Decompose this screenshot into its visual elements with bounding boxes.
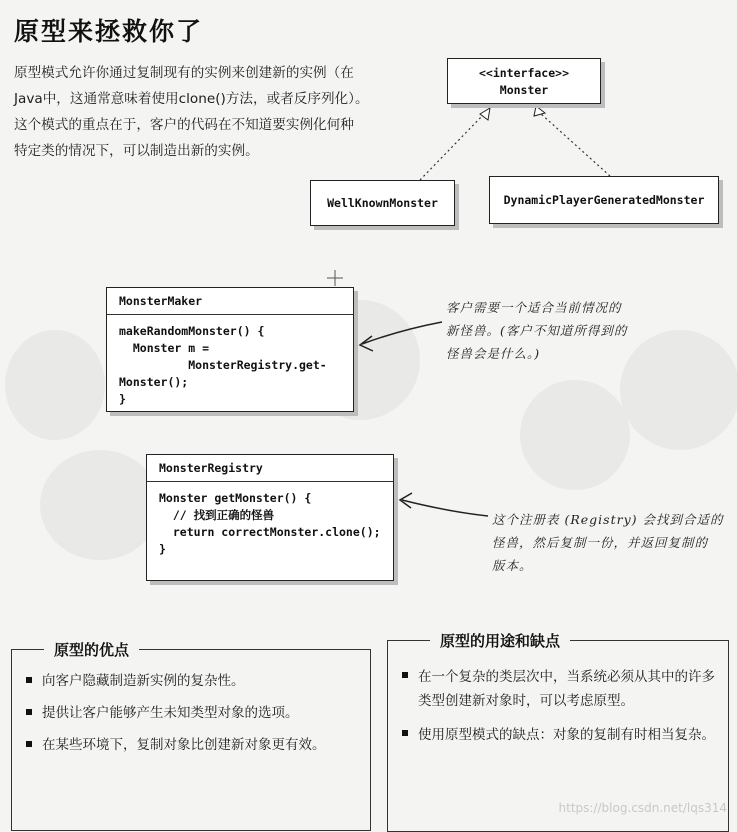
benefits-panel bbox=[11, 641, 371, 831]
benefits-list bbox=[20, 670, 360, 766]
intro-line: Java中，这通常意味着使用clone()方法，或者反序列化）。 bbox=[14, 91, 369, 107]
note-line: 新怪兽。(客户不知道所得到的 bbox=[446, 323, 628, 338]
list-item: 在一个复杂的类层次中，当系统必须从其中的许多类型创建新对象时，可以考虑原型。 bbox=[396, 665, 716, 713]
inherit-line-wellknown bbox=[420, 112, 486, 180]
intro-line: 原型模式允许你通过复制现有的实例来创建新的实例（在 bbox=[14, 65, 354, 81]
monster-maker-name: MonsterMaker bbox=[107, 288, 353, 315]
cursor-icon bbox=[327, 270, 343, 286]
registry-note bbox=[492, 508, 727, 577]
list-item: 向客户隐藏制造新实例的复杂性。 bbox=[20, 670, 360, 692]
registry-note-arrow bbox=[402, 500, 488, 516]
uses-title: 原型的用途和缺点 bbox=[430, 630, 570, 651]
note-line: 怪兽会是什么。) bbox=[446, 346, 541, 361]
interface-stereotype: <<interface>> bbox=[478, 66, 569, 80]
inherit-arrow-wellknown bbox=[480, 108, 490, 120]
inherit-arrow-dynamic bbox=[534, 106, 545, 116]
dynamic-monster-box: DynamicPlayerGeneratedMonster bbox=[489, 176, 719, 224]
uses-list bbox=[396, 665, 716, 757]
inherit-line-dynamic bbox=[540, 113, 610, 176]
client-note bbox=[446, 296, 666, 365]
monster-registry-box bbox=[146, 454, 394, 581]
monster-registry-name: MonsterRegistry bbox=[147, 455, 393, 482]
intro-line: 特定类的情况下，可以制造出新的实例。 bbox=[14, 143, 259, 159]
monster-maker-box bbox=[106, 287, 354, 412]
note-line: 版本。 bbox=[492, 558, 533, 573]
note-line: 怪兽，然后复制一份，并返回复制的 bbox=[492, 535, 709, 550]
monster-registry-code: Monster getMonster() { // 找到正确的怪兽 return correctMonster.clone(); } bbox=[159, 491, 381, 556]
note-line: 客户需要一个适合当前情况的 bbox=[446, 300, 622, 315]
intro-line: 这个模式的重点在于，客户的代码在不知道要实例化何种 bbox=[14, 117, 354, 133]
list-item: 提供让客户能够产生未知类型对象的选项。 bbox=[20, 702, 360, 724]
note-line: 这个注册表 (Registry) 会找到合适的 bbox=[492, 512, 724, 527]
interface-name: Monster bbox=[499, 83, 549, 97]
list-item: 在某些环境下，复制对象比创建新对象更有效。 bbox=[20, 734, 360, 756]
monster-interface-box bbox=[447, 58, 601, 104]
monster-maker-code: makeRandomMonster() { Monster m = MonsterRegistry.get- Monster(); } bbox=[119, 324, 327, 406]
watermark: https://blog.csdn.net/lqs314 bbox=[558, 801, 727, 815]
benefits-title: 原型的优点 bbox=[44, 639, 139, 660]
client-note-arrow bbox=[362, 322, 442, 344]
list-item: 使用原型模式的缺点：对象的复制有时相当复杂。 bbox=[396, 723, 716, 747]
wellknown-monster-box: WellKnownMonster bbox=[310, 180, 455, 226]
client-note-arrowhead bbox=[360, 336, 373, 351]
page-title: 原型来拯救你了 bbox=[14, 17, 204, 46]
